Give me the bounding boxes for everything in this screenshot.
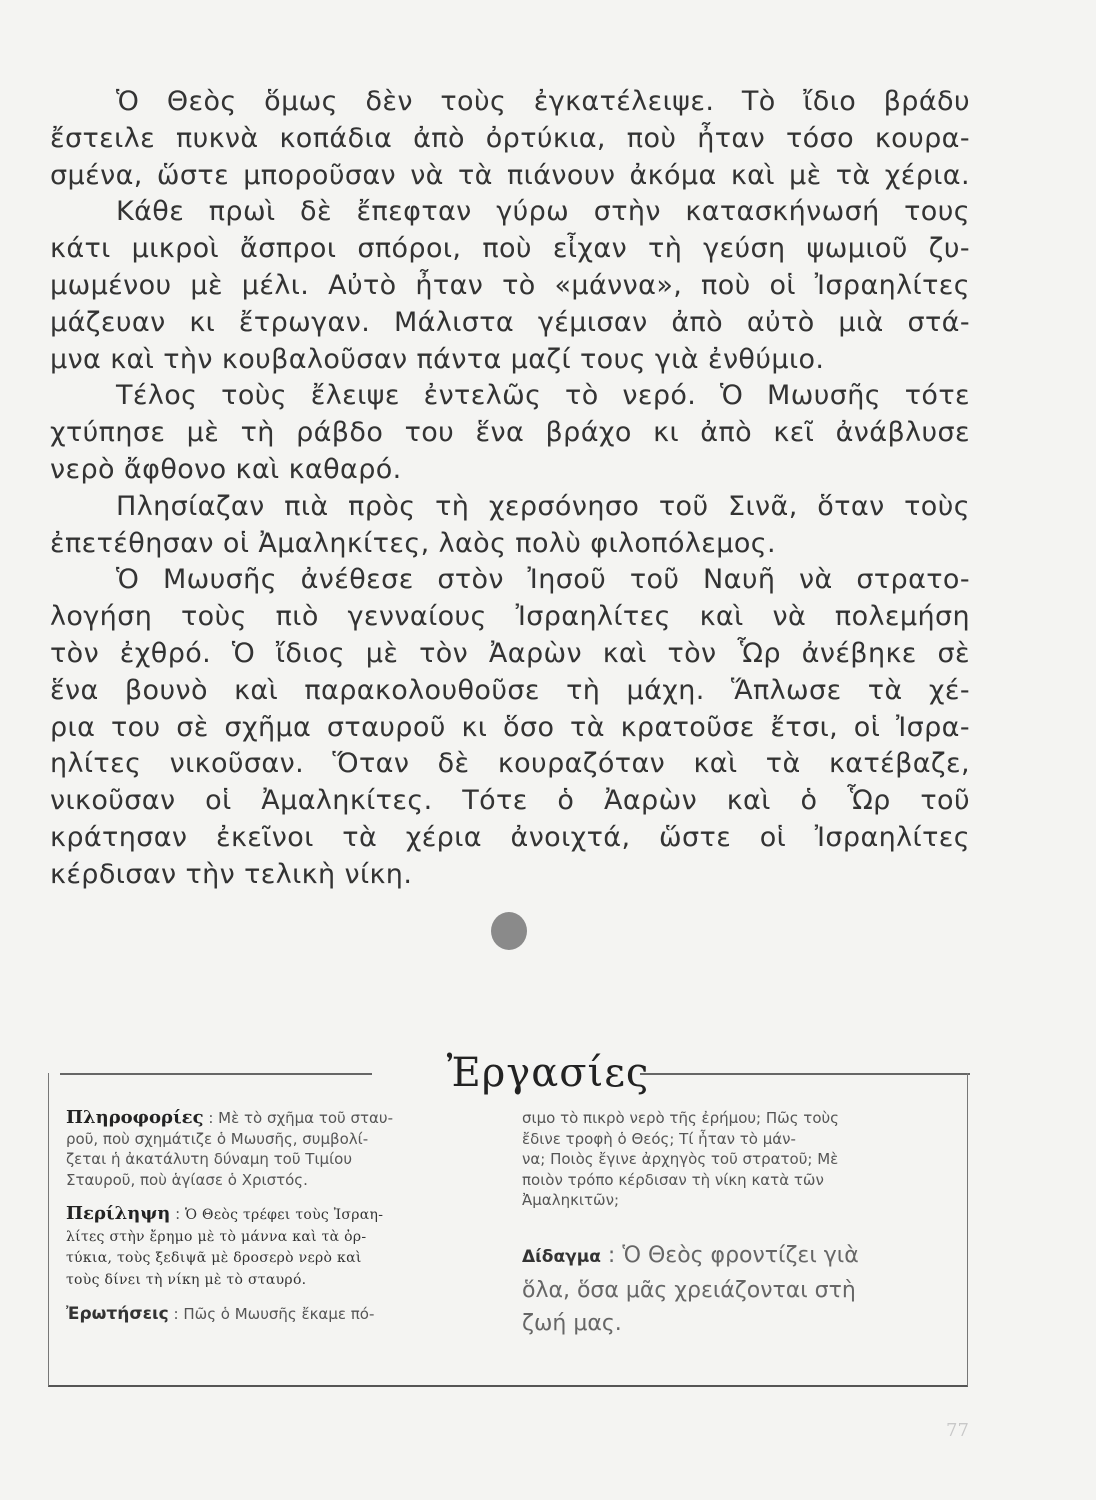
text-line: κάτι μικροὶ ἄσπροι σπόροι, ποὺ εἶχαν τὴ γεύση ψωμιοῦ ζυ-	[50, 233, 970, 265]
text-line: νερὸ ἄφθονο καὶ καθαρό.	[50, 453, 402, 485]
info-line: ζεται ἡ ἀκατάλυτη δύναμη τοῦ Τιμίου	[66, 1150, 353, 1168]
questions-label: Ἐρωτήσεις	[66, 1304, 169, 1324]
text-line: σμένα, ὥστε μποροῦσαν νὰ τὰ πιάνουν ἀκόμα καὶ μὲ τὰ χέρια.	[50, 159, 970, 191]
lesson-line: Ὁ Θεὸς φροντίζει γιὰ	[622, 1242, 859, 1268]
text-line: Πλησίαζαν πιὰ πρὸς τὴ χερσόνησο τοῦ Σινᾶ, ὅταν τοὺς	[116, 490, 970, 522]
questions-line: να; Ποιὸς ἔγινε ἀρχηγὸς τοῦ στρατοῦ; Μὲ	[522, 1150, 839, 1168]
questions-start: Πῶς ὁ Μωυσῆς ἔκαμε πό-	[183, 1305, 375, 1323]
info-block: Πληροφορίες : Μὲ τὸ σχῆμα τοῦ σταυ- ροῦ, ποὺ σχημάτιζε ὁ Μωυσῆς, συμβολί- ζεται ἡ ἀκατάλυτη δύναμη τοῦ Τιμίου Σταυροῦ, ποὺ ἁγίασε ὁ Χριστός.	[66, 1107, 393, 1189]
summary-block: Περίληψη : Ὁ Θεὸς τρέφει τοὺς Ἰσραη- λίτες στὴν ἔρημο μὲ τὸ μάννα καὶ τὰ ὀρ- τύκια, τοὺς ξεδιψᾶ μὲ δροσερὸ νερὸ καὶ τοὺς δίνει τὴ νίκη μὲ τὸ σταυρό.	[66, 1203, 384, 1288]
exercises-left-column	[66, 1108, 498, 1339]
questions-line: σιμο τὸ πικρὸ νερὸ τῆς ἐρήμου; Πῶς τοὺς	[522, 1109, 839, 1127]
exercises-right-column	[522, 1108, 954, 1340]
info-line: ροῦ, ποὺ σχημάτιζε ὁ Μωυσῆς, συμβολί-	[66, 1129, 369, 1148]
text-line: ἔστειλε πυκνὰ κοπάδια ἀπὸ ὀρτύκια, ποὺ ἦταν τόσο κουρα-	[50, 122, 970, 154]
text-line: ηλίτες νικοῦσαν. Ὅταν δὲ κουραζόταν καὶ τὰ κατέβαζε,	[50, 748, 970, 780]
info-line: Σταυροῦ, ποὺ ἁγίασε ὁ Χριστός.	[66, 1170, 308, 1189]
text-line: Κάθε πρωὶ δὲ ἔπεφταν γύρω στὴν κατασκήνωσή τους	[116, 196, 970, 228]
info-line: Μὲ τὸ σχῆμα τοῦ σταυ-	[218, 1109, 393, 1127]
questions-line: ποιὸν τρόπο κέρδισαν τὴ νίκη κατὰ τῶν	[522, 1170, 824, 1189]
questions-line: Ἀμαληκιτῶν;	[522, 1191, 620, 1209]
lesson-block: Δίδαγμα : Ὁ Θεὸς φροντίζει γιὰ ὅλα, ὅσα μᾶς χρειάζονται στὴ ζωή μας.	[522, 1242, 859, 1336]
questions-line: ἔδινε τροφὴ ὁ Θεός; Τί ἦταν τὸ μάν-	[522, 1129, 796, 1148]
text-line: νικοῦσαν οἱ Ἀμαληκίτες. Τότε ὁ Ἀαρὼν καὶ ὁ Ὧρ τοῦ	[50, 785, 970, 817]
text-line: κέρδισαν τὴν τελικὴ νίκη.	[50, 858, 413, 890]
text-line: ἕνα βουνὸ καὶ παρακολουθοῦσε τὴ μάχη. Ἅπλωσε τὰ χέ-	[50, 674, 970, 706]
summary-line: λίτες στὴν ἔρημο μὲ τὸ μάννα καὶ τὰ ὀρ-	[66, 1228, 367, 1245]
summary-line: Ὁ Θεὸς τρέφει τοὺς Ἰσραη-	[184, 1207, 384, 1223]
text-line: λογήση τοὺς πιὸ γενναίους Ἰσραηλίτες καὶ νὰ πολεμήση	[50, 601, 970, 633]
info-label: Πληροφορίες	[66, 1107, 204, 1128]
text-line: Τέλος τοὺς ἔλειψε ἐντελῶς τὸ νερό. Ὁ Μωυσῆς τότε	[116, 380, 970, 412]
text-line: Ὁ Θεὸς ὅμως δὲν τοὺς ἐγκατέλειψε. Τὸ ἴδιο βράδυ	[116, 86, 970, 117]
lesson-line: ὅλα, ὅσα μᾶς χρειάζονται στὴ	[522, 1277, 856, 1303]
text-line: κράτησαν ἐκεῖνοι τὰ χέρια ἀνοιχτά, ὥστε οἱ Ἰσραηλίτες	[50, 821, 970, 853]
lesson-label: Δίδαγμα	[522, 1246, 601, 1267]
questions-continued	[522, 1108, 954, 1211]
summary-line: τύκια, τοὺς ξεδιψᾶ μὲ δροσερὸ νερὸ καὶ	[66, 1250, 362, 1266]
section-dot-ornament	[491, 912, 527, 950]
main-text	[50, 84, 970, 894]
text-line: μωμένου μὲ μέλι. Αὐτὸ ἦταν τὸ «μάννα», ποὺ οἱ Ἰσραηλίτες	[50, 269, 970, 301]
text-line: ρια του σὲ σχῆμα σταυροῦ κι ὅσο τὰ κρατοῦσε ἔτσι, οἱ Ἰσρα-	[50, 711, 970, 743]
lesson-line: ζωή μας.	[522, 1310, 622, 1336]
text-line: μνα καὶ τὴν κουβαλοῦσαν πάντα μαζί τους γιὰ ἐνθύμιο.	[50, 343, 825, 375]
text-line: Ὁ Μωυσῆς ἀνέθεσε στὸν Ἰησοῦ τοῦ Ναυῆ νὰ στρατο-	[116, 564, 970, 596]
text-line: χτύπησε μὲ τὴ ράβδο του ἕνα βράχο κι ἀπὸ κεῖ ἀνάβλυσε	[50, 417, 970, 449]
summary-label: Περίληψη	[66, 1203, 171, 1224]
text-line: ἐπετέθησαν οἱ Ἀμαληκίτες, λαὸς πολὺ φιλοπόλεμος.	[50, 527, 776, 559]
questions-block: Ἐρωτήσεις : Πῶς ὁ Μωυσῆς ἔκαμε πό-	[66, 1304, 375, 1324]
page-number: 77	[946, 1420, 969, 1441]
exercises-title: Ἐργασίες	[446, 1050, 650, 1096]
text-line: τὸν ἐχθρό. Ὁ ἴδιος μὲ τὸν Ἀαρὼν καὶ τὸν Ὧρ ἀνέβηκε σὲ	[50, 637, 970, 669]
text-line: μάζευαν κι ἔτρωγαν. Μάλιστα γέμισαν ἀπὸ αὐτὸ μιὰ στά-	[50, 306, 970, 338]
summary-line: τοὺς δίνει τὴ νίκη μὲ τὸ σταυρό.	[66, 1271, 307, 1288]
